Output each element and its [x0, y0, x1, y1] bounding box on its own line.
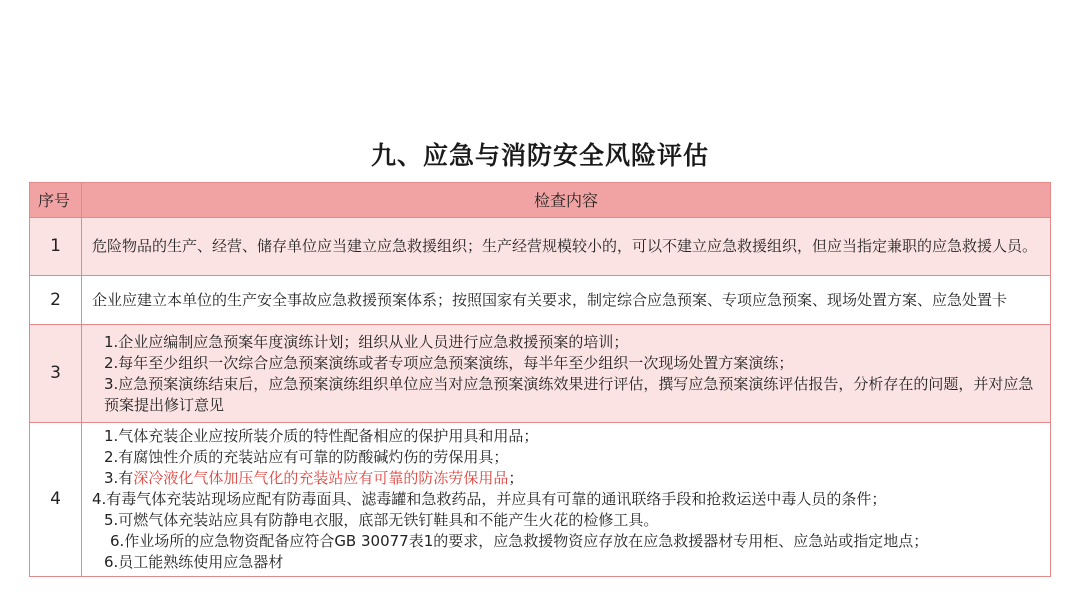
header-seq: 序号 [30, 183, 82, 218]
highlight-prefix: 3.有 [104, 469, 134, 487]
row-line: 6.员工能熟练使用应急器材 [104, 553, 284, 571]
row-seq: 4 [30, 423, 82, 577]
row-seq: 3 [30, 325, 82, 423]
row-line: 2.每年至少组织一次综合应急预案演练或者专项应急预案演练，每半年至少组织一次现场处置方案演练； [104, 353, 794, 372]
page-title: 九、应急与消防安全风险评估 [370, 141, 709, 170]
row-line: 2.有腐蚀性介质的充装站应有可靠的防酸碱灼伤的劳保用具； [104, 448, 509, 466]
row-text: 企业应建立本单位的生产安全事故应急救援预案体系；按照国家有关要求，制定综合应急预案、专项应急预案、现场处置方案、应急处置卡 [92, 290, 1008, 309]
row-line: 4.有毒气体充装站现场应配有防毒面具、滤毒罐和急救药品，并应具有可靠的通讯联络手段和抢救运送中毒人员的条件； [92, 490, 887, 508]
highlight-red-text: 深冷液化气体加压气化的充装站应有可靠的防冻劳保用品 [133, 469, 509, 487]
row-line: 6.作业场所的应急物资配备应符合GB 30077表1的要求，应急救援物资应存放在应急救援器材专用柜、应急站或指定地点； [110, 532, 929, 550]
row-seq: 1 [30, 218, 82, 276]
highlight-suffix: ； [508, 469, 524, 487]
row-line: 3.应急预案演练结束后，应急预案演练组织单位应当对应急预案演练效果进行评估，撰写应急预案演练评估报告，分析存在的问题，并对应急预案提出修订意见 [104, 374, 1034, 414]
row-content [82, 325, 1051, 423]
row-content [82, 423, 1051, 577]
row-line: 1.企业应编制应急预案年度演练计划；组织从业人员进行应急救援预案的培训； [104, 332, 629, 351]
table-row [30, 218, 1051, 276]
table-header-row [30, 183, 1051, 218]
table-row [30, 276, 1051, 325]
row-line: 1.气体充装企业应按所装介质的特性配备相应的保护用具和用品； [104, 427, 539, 445]
table-row [30, 325, 1051, 423]
checklist-table [29, 182, 1051, 577]
row-text: 危险物品的生产、经营、储存单位应当建立应急救援组织；生产经营规模较小的，可以不建立应急救援组织，但应当指定兼职的应急救援人员。 [92, 237, 1038, 255]
row-seq: 2 [30, 276, 82, 325]
row-line-highlight [92, 468, 1044, 489]
header-content: 检查内容 [82, 183, 1051, 218]
row-content [82, 218, 1051, 276]
row-line: 5.可燃气体充装站应具有防静电衣服，底部无铁钉鞋具和不能产生火花的检修工具。 [104, 511, 659, 529]
row-content [82, 276, 1051, 325]
table-row [30, 423, 1051, 577]
